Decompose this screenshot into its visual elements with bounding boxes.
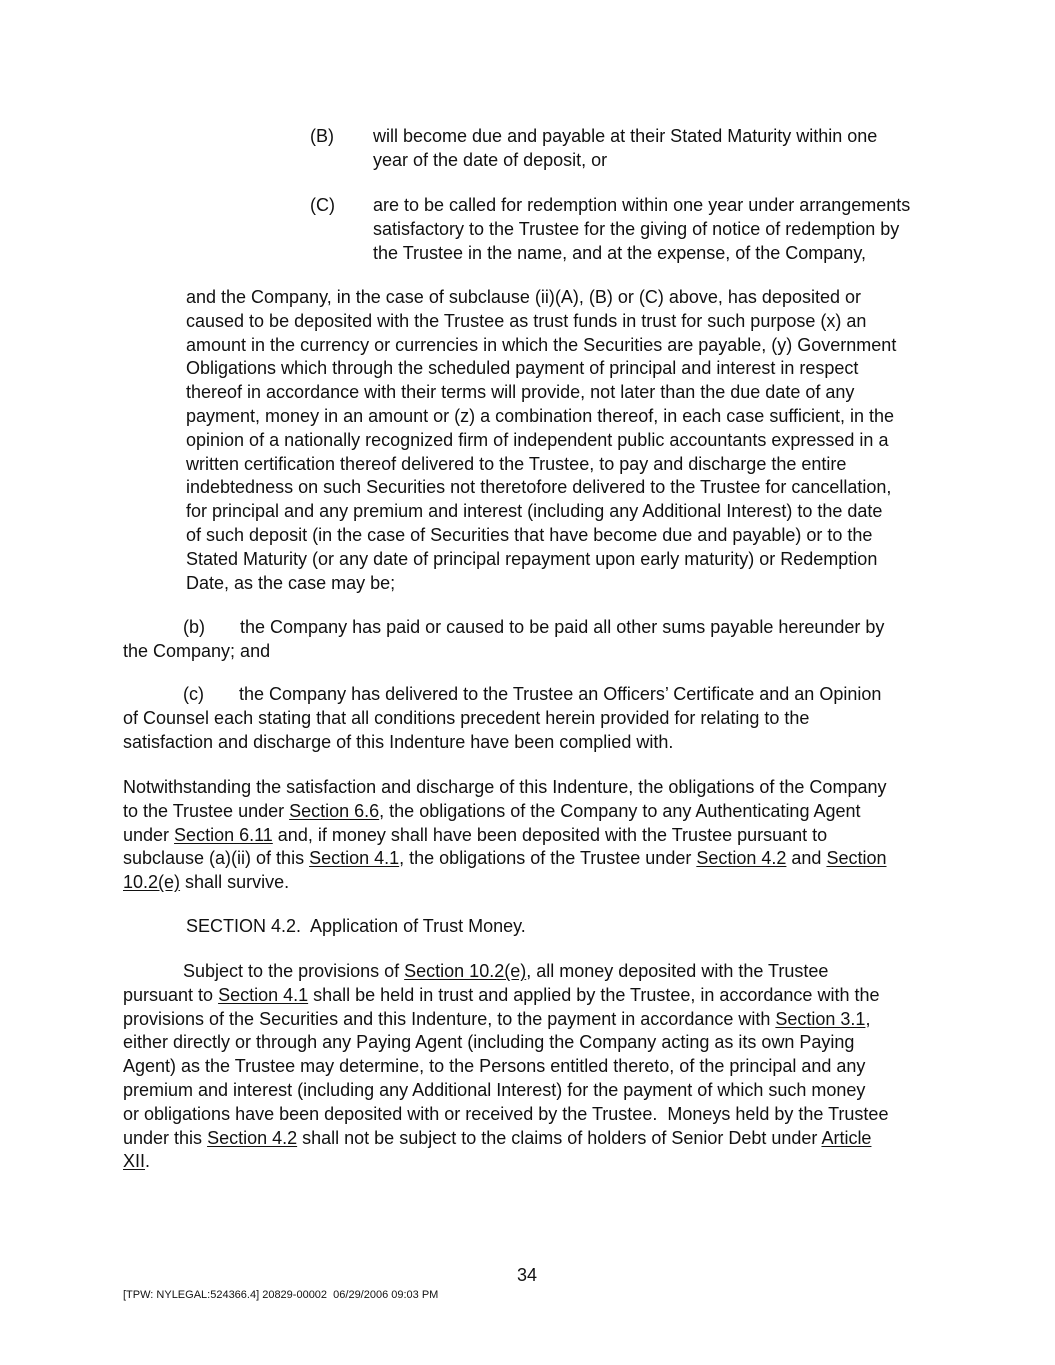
text-line <box>373 149 607 171</box>
text-line <box>123 847 887 869</box>
text-segment: shall be held in trust and applied by the Trustee, in accordance with the <box>308 984 880 1005</box>
text-line <box>186 524 872 546</box>
text-segment: of Counsel each stating that all conditions precedent herein provided for relating to the <box>123 707 810 728</box>
text-segment: either directly or through any Paying Agent (including the Company acting as its own Paying <box>123 1032 855 1053</box>
cross-reference-link: Section 3.1 <box>775 1008 866 1029</box>
text-segment: written certification thereof delivered to the Trustee, to pay and discharge the entire <box>186 453 847 474</box>
text-line <box>123 1079 865 1101</box>
text-segment: under <box>123 824 175 845</box>
text-segment: amount in the currency or currencies in which the Securities are payable, (y) Government <box>186 334 897 355</box>
text-line <box>123 776 886 798</box>
text-segment: are to be called for redemption within one year under arrangements <box>373 195 911 215</box>
cross-reference-link: 10.2(e) <box>123 872 181 893</box>
text-segment: premium and interest (including any Additional Interest) for the payment of which such money <box>123 1080 866 1100</box>
text-segment: year of the date of deposit, or <box>373 149 608 170</box>
text-line <box>186 334 896 356</box>
text-segment: under this <box>123 1127 208 1148</box>
text-line <box>123 616 884 638</box>
text-segment: Subject to the provisions of <box>123 961 405 981</box>
text-segment: , the obligations of the Company to any Authenticating Agent <box>379 800 861 821</box>
text-line <box>186 357 858 379</box>
text-line <box>123 871 289 893</box>
text-line <box>186 572 395 594</box>
page-number: 34 <box>517 1265 538 1285</box>
text-segment: Agent) as the Trustee may determine, to the Persons entitled thereto, of the principal and any <box>123 1056 866 1077</box>
text-line <box>186 429 888 451</box>
cross-reference-link: Section 4.2 <box>696 848 787 869</box>
text-line <box>373 194 910 216</box>
text-line <box>123 984 879 1006</box>
clause-label: (B) <box>310 126 334 146</box>
text-line <box>123 1008 870 1030</box>
text-segment: pursuant to <box>123 984 219 1005</box>
text-segment: thereof in accordance with their terms will provide, not later than the due date of any <box>186 382 855 403</box>
text-line <box>186 286 861 308</box>
text-line <box>186 548 877 570</box>
text-segment: and the Company, in the case of subclause (ii)(A), (B) or (C) above, has deposited or <box>186 287 861 307</box>
document-footer: [TPW: NYLEGAL:524366.4] 20829-00002 06/29/2006 09:03 PM <box>123 1289 439 1301</box>
text-segment: provisions of the Securities and this Indenture, to the payment in accordance with <box>123 1008 776 1029</box>
cross-reference-link: Section 4.1 <box>309 848 400 869</box>
text-line <box>123 1127 871 1149</box>
clause-label: (C) <box>310 195 335 215</box>
text-line <box>123 1031 854 1053</box>
text-segment: , all money deposited with the Trustee <box>526 961 829 981</box>
text-segment: Notwithstanding the satisfaction and discharge of this Indenture, the obligations of the Company <box>123 777 887 797</box>
text-line <box>123 731 673 753</box>
cross-reference-link: XII <box>123 1151 146 1172</box>
text-line <box>186 310 866 332</box>
text-segment: Stated Maturity (or any date of principal repayment upon early maturity) or Redemption <box>186 548 878 569</box>
text-segment: Date, as the case may be; <box>186 572 396 593</box>
text-segment: and, if money shall have been deposited with the Trustee pursuant to <box>272 824 828 845</box>
cross-reference-link: Section 6.6 <box>289 800 380 821</box>
cross-reference-link: Section 10.2(e) <box>404 961 527 981</box>
text-line <box>123 683 881 705</box>
text-line <box>123 1055 865 1077</box>
text-segment: the Trustee in the name, and at the expense, of the Company, <box>373 242 866 263</box>
text-segment: (c) the Company has delivered to the Trustee an Officers’ Certificate and an Opinion <box>123 684 882 704</box>
text-line <box>373 242 866 264</box>
text-segment: . <box>145 1151 151 1172</box>
text-line <box>373 125 877 147</box>
text-line <box>123 640 270 662</box>
text-segment: Obligations which through the scheduled payment of principal and interest in respect <box>186 358 859 379</box>
text-line <box>186 915 526 937</box>
text-line <box>123 800 861 822</box>
text-segment: to the Trustee under <box>123 800 290 821</box>
text-segment: will become due and payable at their Stated Maturity within one <box>373 126 878 146</box>
text-line <box>123 1103 888 1125</box>
text-line <box>123 960 828 982</box>
text-line <box>373 218 899 240</box>
cross-reference-link: Article <box>821 1127 872 1148</box>
text-line <box>186 476 891 498</box>
text-segment: shall survive. <box>180 872 290 893</box>
text-line <box>186 500 882 522</box>
text-line <box>186 453 846 475</box>
text-segment: caused to be deposited with the Trustee as trust funds in trust for such purpose (x) an <box>186 310 867 331</box>
text-segment: subclause (a)(ii) of this <box>123 848 310 869</box>
text-segment: or obligations have been deposited with or received by the Trustee. Moneys held by the Trustee <box>123 1103 889 1124</box>
text-segment: shall not be subject to the claims of holders of Senior Debt under <box>297 1127 822 1148</box>
text-line <box>186 405 894 427</box>
cross-reference-link: Section 4.1 <box>218 984 309 1005</box>
text-line <box>186 381 854 403</box>
text-segment: payment, money in an amount or (z) a combination thereof, in each case sufficient, in the <box>186 406 895 426</box>
text-segment: (b) the Company has paid or caused to be paid all other sums payable hereunder by <box>123 617 885 637</box>
text-segment: the Company; and <box>123 640 271 661</box>
text-line <box>123 707 809 729</box>
text-segment: of such deposit (in the case of Securities that have become due and payable) or to the <box>186 525 873 545</box>
text-line <box>123 1150 150 1172</box>
text-segment: opinion of a nationally recognized firm of independent public accountants expressed in a <box>186 429 889 450</box>
text-segment: indebtedness on such Securities not theretofore delivered to the Trustee for cancellation, <box>186 477 892 498</box>
text-segment: satisfaction and discharge of this Indenture have been complied with. <box>123 731 674 752</box>
text-segment: and <box>786 848 827 869</box>
text-segment: satisfactory to the Trustee for the giving of notice of redemption by <box>373 218 900 239</box>
cross-reference-link: Section <box>826 848 887 869</box>
text-line <box>123 824 827 846</box>
text-segment: , the obligations of the Trustee under <box>399 848 697 869</box>
text-segment: for principal and any premium and interest (including any Additional Interest) to the date <box>186 501 883 522</box>
text-segment: , <box>865 1008 871 1029</box>
text-segment: SECTION 4.2. Application of Trust Money. <box>186 916 526 936</box>
cross-reference-link: Section 6.11 <box>174 824 273 845</box>
cross-reference-link: Section 4.2 <box>207 1127 298 1148</box>
